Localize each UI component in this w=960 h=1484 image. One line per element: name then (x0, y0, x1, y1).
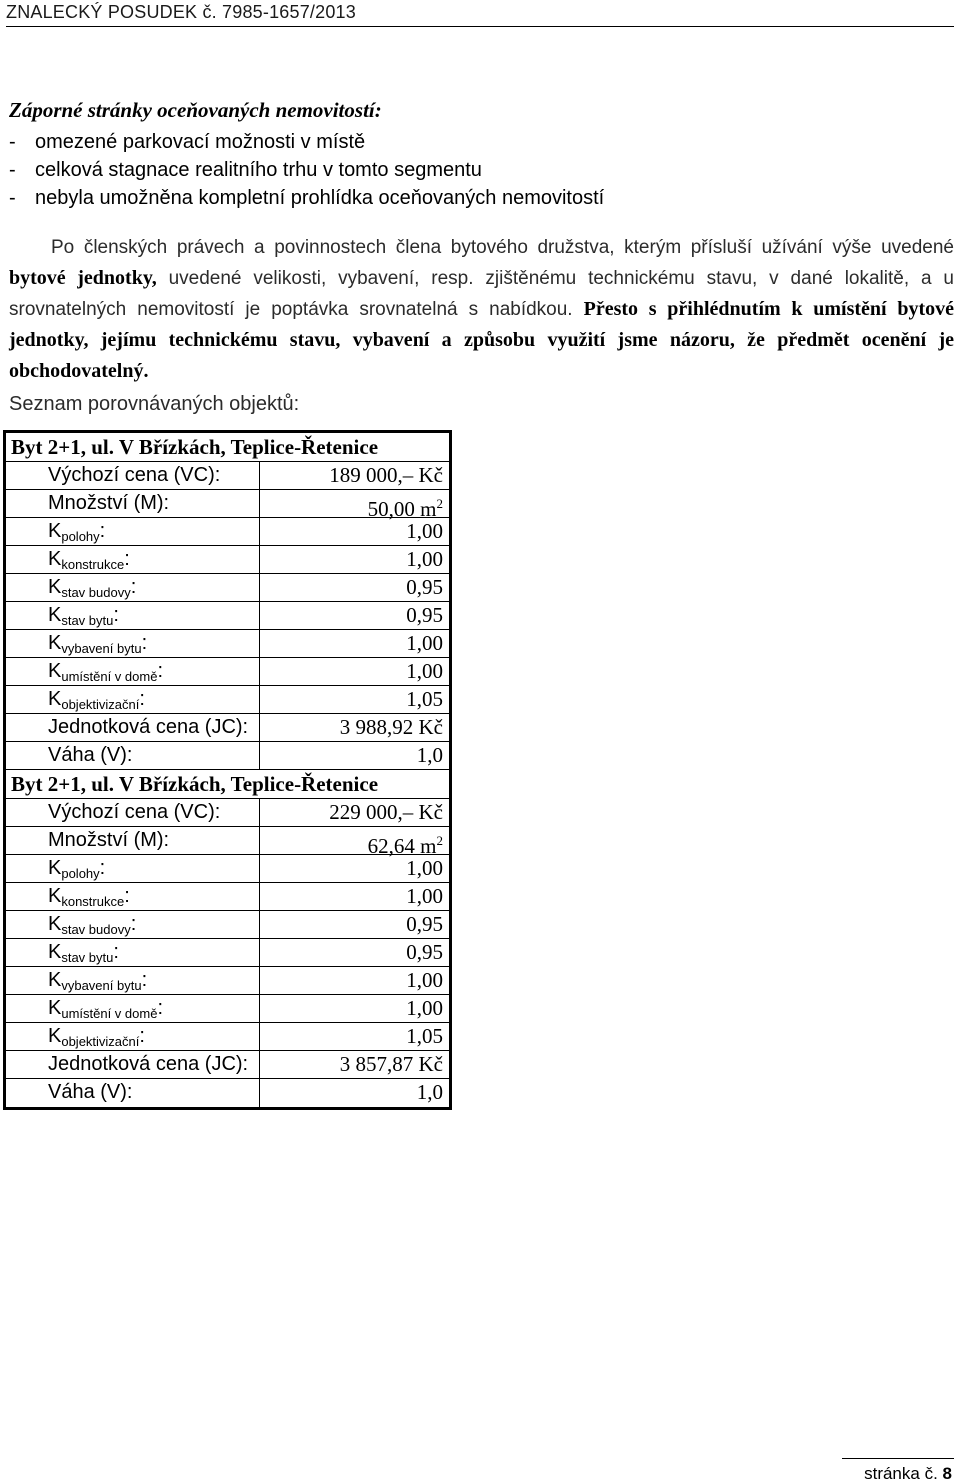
list-item: - omezené parkovací možnosti v místě (9, 131, 366, 153)
table-row: Množství (M): 62,64 $m^2$ (6, 827, 449, 855)
table-row: Výchozí cena (VC): 189 000,– Kč (6, 462, 449, 490)
object-title: Byt 2+1, ul. V Břízkách, Teplice-Řetenice (6, 770, 449, 799)
page-header (0, 0, 960, 26)
table-row: $K_{stav budovy}$: 0,95 (6, 574, 449, 602)
document-title: ZNALECKÝ POSUDEK č. 7985-1657/2013 (6, 2, 356, 22)
table-row: $K_{stav bytu}$: 0,95 (6, 602, 449, 630)
table-row: Jednotková cena (JC): 3 857,87 Kč (6, 1051, 449, 1079)
table-row: $K_{stav budovy}$: 0,95 (6, 911, 449, 939)
table-row: $K_{stav bytu}$: 0,95 (6, 939, 449, 967)
table-row: $K_{objektivizační}$: 1,05 (6, 686, 449, 714)
table-row: $K_{polohy}$: 1,00 (6, 855, 449, 883)
bold-phrase: bytové jednotky, (9, 267, 157, 289)
table-row: Výchozí cena (VC): 229 000,– Kč (6, 799, 449, 827)
page-footer: stránka č. 8 (864, 1464, 952, 1483)
list-item: - celková stagnace realitního trhu v tomto segmentu (9, 159, 482, 181)
table-row: $K_{vybavení bytu}$: 1,00 (6, 630, 449, 658)
list-item: - nebyla umožněna kompletní prohlídka oceňovaných nemovitostí (9, 187, 605, 209)
negatives-list (9, 128, 604, 212)
table-row: $K_{polohy}$: 1,00 (6, 518, 449, 546)
table-row: Jednotková cena (JC): 3 988,92 Kč (6, 714, 449, 742)
comparison-table (3, 430, 452, 1110)
table-row: Váha (V): 1,0 (6, 742, 449, 770)
marketability-paragraph: Po členských právech a povinnostech člena bytového družstva, kterým přísluší užívání výše uvedené bytové jednotky, uvedené velikosti, vybavení, resp. zjištěnému technickému stavu, v dané lokalitě, a u srovnatelných nemovitostí je poptávka srovnatelná s nabídkou. Přesto s přihlédnutím k umístění bytové jednotky, jejímu technickému stavu, vybavení a způsobu využití jsme názoru, že předmět ocenění je obchodovatelný. (9, 237, 955, 382)
table-row: $K_{objektivizační}$: 1,05 (6, 1023, 449, 1051)
table-row: $K_{konstrukce}$: 1,00 (6, 883, 449, 911)
footer-divider (842, 1458, 954, 1459)
page-number: 8 (942, 1464, 952, 1483)
table-row: $K_{umístění v domě}$: 1,00 (6, 995, 449, 1023)
object-title: Byt 2+1, ul. V Břízkách, Teplice-Řetenice (6, 433, 449, 462)
header-divider (6, 26, 954, 27)
conclusion-text: Přesto s přihlédnutím k umístění bytové jednotky, jejímu technickému stavu, vybavení a způsobu využití jsme názoru, že předmět ocenění je obchodovatelný. (9, 298, 955, 382)
table-row: $K_{konstrukce}$: 1,00 (6, 546, 449, 574)
table-row: $K_{vybavení bytu}$: 1,00 (6, 967, 449, 995)
negatives-heading: Záporné stránky oceňovaných nemovitostí: (9, 98, 382, 122)
table-row: Váha (V): 1,0 (6, 1079, 449, 1107)
comparison-list-heading: Seznam porovnávaných objektů: (9, 393, 300, 415)
table-row: $K_{umístění v domě}$: 1,00 (6, 658, 449, 686)
table-row: Množství (M): 50,00 $m^2$ (6, 490, 449, 518)
